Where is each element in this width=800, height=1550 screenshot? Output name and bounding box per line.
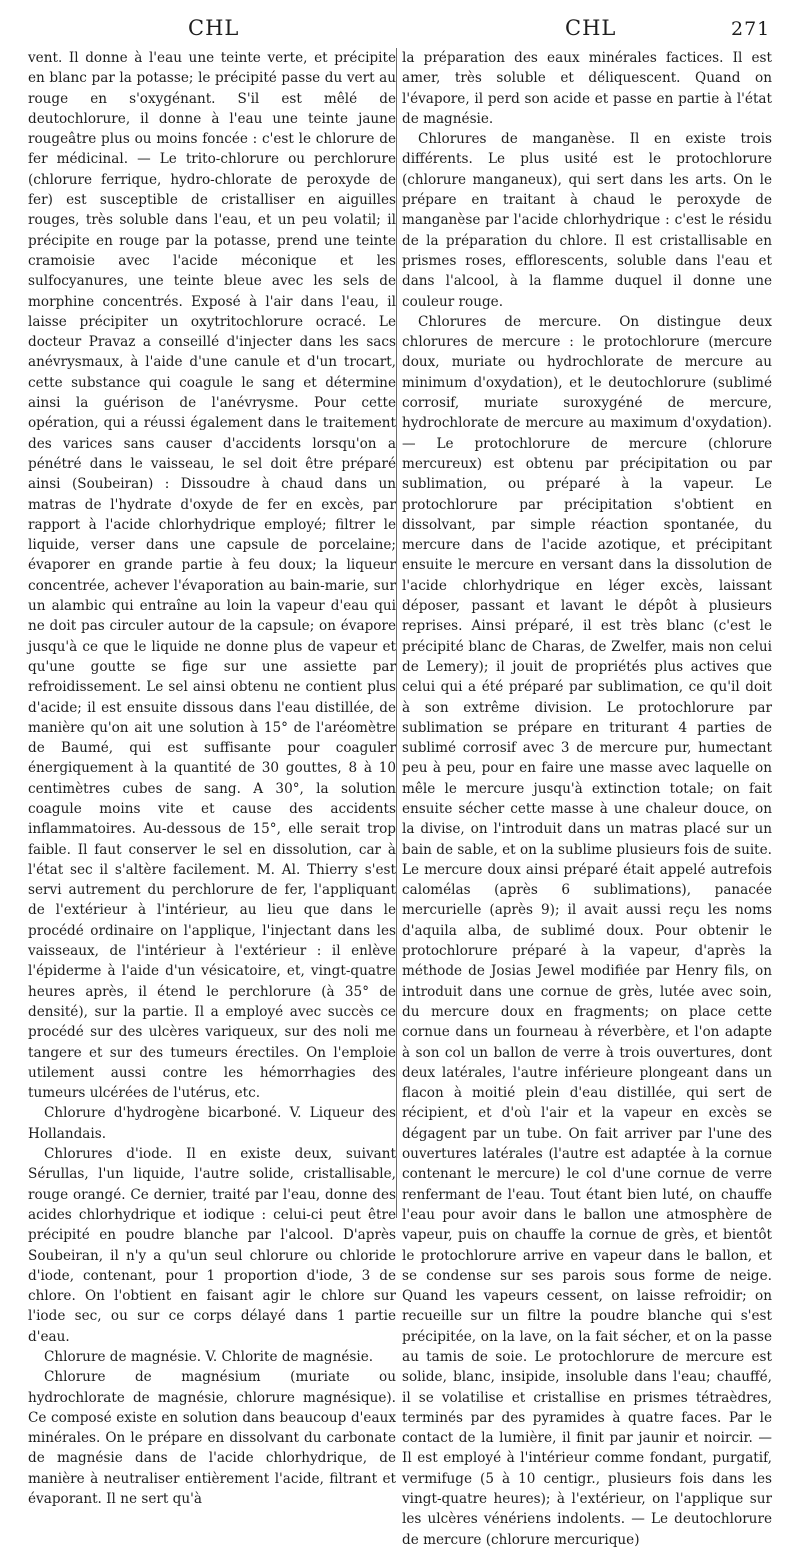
paragraph: Chlorure de magnésium (muriate ou hydrochlorate de magnésie, chlorure magnésique). Ce composé existe en solution dans beaucoup d'eaux minérales. On le prépare en dissolvant du carbonate de magnésie dans de l'acide chlorhydrique, de manière à neutraliser entièrement l'acide, filtrant et évaporant. Il ne sert qu'à bbox=[28, 1369, 396, 1508]
left-column bbox=[28, 48, 396, 1508]
paragraph: Chlorure de magnésie. V. Chlorite de magnésie. bbox=[44, 1349, 374, 1365]
running-head-left: CHL bbox=[188, 16, 240, 40]
paragraph: Chlorure d'hydrogène bicarboné. V. Liqueur des Hollandais. bbox=[28, 1105, 396, 1142]
paragraph: Chlorures de mercure. On distingue deux chlorures de mercure : le protochlorure (mercure doux, muriate ou hydrochlorate de mercure au minimum d'oxydation), et le deutochlorure (sublimé corrosif, muriate suroxygéné de mercure, hydrochlorate de mercure au maximum d'oxydation). — Le protochlorure de mercure (chlorure mercureux) est obtenu par précipitation ou par sublimation, ou préparé à la vapeur. Le protochlorure par précipitation s'obtient en dissolvant, par simple réaction spontanée, du mercure dans de l'acide azotique, et précipitant ensuite le mercure en versant dans la dissolution de l'acide chlorhydrique en léger excès, laissant déposer, passant et lavant le dépôt à plusieurs reprises. Ainsi préparé, il est très blanc (c'est le précipité blanc de Charas, de Zwelfer, mais non celui de Lemery); il jouit de propriétés plus actives que celui qui a été préparé par sublimation, ce qu'il doit à son extrême division. Le protochlorure par sublimation se prépare en triturant 4 parties de sublimé corrosif avec 3 de mercure pur, humectant peu à peu, pour en faire une masse avec laquelle on mêle le mercure jusqu'à extinction totale; on fait ensuite sécher cette masse à une chaleur douce, on la divise, on l'introduit dans un matras placé sur un bain de sable, et on la sublime plusieurs fois de suite. Le mercure doux ainsi préparé était appelé autrefois calomélas (après 6 sublimations), panacée mercurielle (après 9); il avait aussi reçu les noms d'aquila alba, de sublimé doux. Pour obtenir le protochlorure préparé à la vapeur, d'après la méthode de Josias Jewel modifiée par Henry fils, on introduit dans une cornue de grès, lutée avec soin, du mercure doux en fragments; on place cette cornue dans un fourneau à réverbère, et l'on adapte à son col un ballon de verre à trois ouvertures, dont deux latérales, l'autre inférieure plongeant dans un flacon à moitié plein d'eau distillée, qui sert de récipient, et d'où l'air et la vapeur en excès se dégagent par un tube. On fait arriver par l'une des ouvertures latérales (l'autre est adaptée à la cornue contenant le mercure) le col d'une cornue de verre renfermant de l'eau. Tout étant bien luté, on chauffe l'eau pour avoir dans le ballon une atmosphère de vapeur, puis on chauffe la cornue de grès, et bientôt le protochlorure arrive en vapeur dans le ballon, et se condense sur ses parois sous forme de neige. Quand les vapeurs cessent, on laisse refroidir; on recueille sur un filtre la poudre blanche qui s'est précipitée, on la lave, on la fait sécher, et on la passe au tamis de soie. Le protochlorure de mercure est solide, blanc, insipide, insoluble dans l'eau; chauffé, il se volatilise et cristallise en prismes tétraèdres, terminés par des pyramides à quatre faces. Par le contact de la lumière, il finit par jaunir et noircir. — Il est employé à l'intérieur comme fondant, purgatif, vermifuge (5 à 10 centigr., plusieurs fois dans les vingt-quatre heures); à l'extérieur, on l'applique sur les ulcères vénériens indolents. — Le deutochlorure de mercure (chlorure mercurique) bbox=[402, 313, 772, 1548]
page-header bbox=[0, 16, 800, 46]
paragraph: Chlorures d'iode. Il en existe deux, suivant Sérullas, l'un liquide, l'autre solide, cristallisable, rouge orangé. Ce dernier, traité par l'eau, donne des acides chlorhydrique et iodique : celui-ci peut être précipité en poudre blanche par l'alcool. D'après Soubeiran, il n'y a qu'un seul chlorure ou chloride d'iode, contenant, pour 1 proportion d'iode, 3 de chlore. On l'obtient en faisant agir le chlore sur l'iode sec, ou sur ce corps délayé dans 1 partie d'eau. bbox=[28, 1146, 396, 1345]
paragraph: Chlorures de manganèse. Il en existe trois différents. Le plus usité est le protochlorure (chlorure manganeux), qui sert dans les arts. On le prépare en traitant à chaud le peroxyde de manganèse par l'acide chlorhydrique : c'est le résidu de la préparation du chlore. Il est cristallisable en prismes roses, efflorescents, soluble dans l'eau et dans l'alcool, à la flamme duquel il donne une couleur rouge. bbox=[402, 131, 772, 310]
page-number: 271 bbox=[731, 18, 771, 40]
paragraph: la préparation des eaux minérales factices. Il est amer, très soluble et déliquescent. Quand on l'évapore, il perd son acide et passe en partie à l'état de magnésie. bbox=[402, 50, 772, 127]
paragraph: vent. Il donne à l'eau une teinte verte, et précipite en blanc par la potasse; le précipité passe du vert au rouge en s'oxygénant. S'il est mêlé de deutochlorure, il donne à l'eau une teinte jaune rougeâtre plus ou moins foncée : c'est le chlorure de fer médicinal. — Le trito-chlorure ou perchlorure (chlorure ferrique, hydro-chlorate de peroxyde de fer) est susceptible de cristalliser en aiguilles rouges, très soluble dans l'eau, et un peu volatil; il précipite en rouge par la potasse, prend une teinte cramoisie avec l'acide méconique et les sulfocyanures, une teinte bleue avec les sels de morphine concentrés. Exposé à l'air dans l'eau, il laisse précipiter un oxytritochlorure ocracé. Le docteur Pravaz a conseillé d'injecter dans les sacs anévrysmaux, à l'aide d'une canule et d'un trocart, cette substance qui coagule le sang et détermine ainsi la guérison de l'anévrysme. Pour cette opération, qui a réussi également dans le traitement des varices sans causer d'accidents lorsqu'on a pénétré dans le vaisseau, le sel doit être préparé ainsi (Soubeiran) : Dissoudre à chaud dans un matras de l'hydrate d'oxyde de fer en excès, par rapport à l'acide chlorhydrique employé; filtrer le liquide, verser dans une capsule de porcelaine; évaporer en grande partie à feu doux; la liqueur concentrée, achever l'évaporation au bain-marie, sur un alambic qui entraîne au loin la vapeur d'eau qui ne doit pas circuler autour de la capsule; on évapore jusqu'à ce que le liquide ne donne plus de vapeur et qu'une goutte se fige sur une assiette par refroidissement. Le sel ainsi obtenu ne contient plus d'acide; il est ensuite dissous dans l'eau distillée, de manière qu'on ait une solution à 15° de l'aréomètre de Baumé, qui est suffisante pour coaguler énergiquement à la quantité de 30 gouttes, 8 à 10 centimètres cubes de sang. A 30°, la solution coagule moins vite et cause des accidents inflammatoires. Au-dessous de 15°, elle serait trop faible. Il faut conserver le sel en dissolution, car à l'état sec il s'altère facilement. M. Al. Thierry s'est servi autrement du perchlorure de fer, l'appliquant de l'extérieur à l'intérieur, au lieu que dans le procédé ordinaire on l'applique, l'injectant dans les vaisseaux, de l'intérieur à l'extérieur : il enlève l'épiderme à l'aide d'un vésicatoire, et, vingt-quatre heures après, il étend le perchlorure (à 35° de densité), sur la partie. Il a employé avec succès ce procédé sur des ulcères variqueux, sur des noli me tangere et sur des tumeurs érectiles. On l'emploie utilement aussi contre les hémorrhagies des tumeurs ulcérées de l'utérus, etc. bbox=[28, 50, 396, 1102]
running-head-right: CHL bbox=[565, 16, 617, 40]
right-column bbox=[402, 48, 772, 1548]
column-divider bbox=[396, 48, 397, 1218]
